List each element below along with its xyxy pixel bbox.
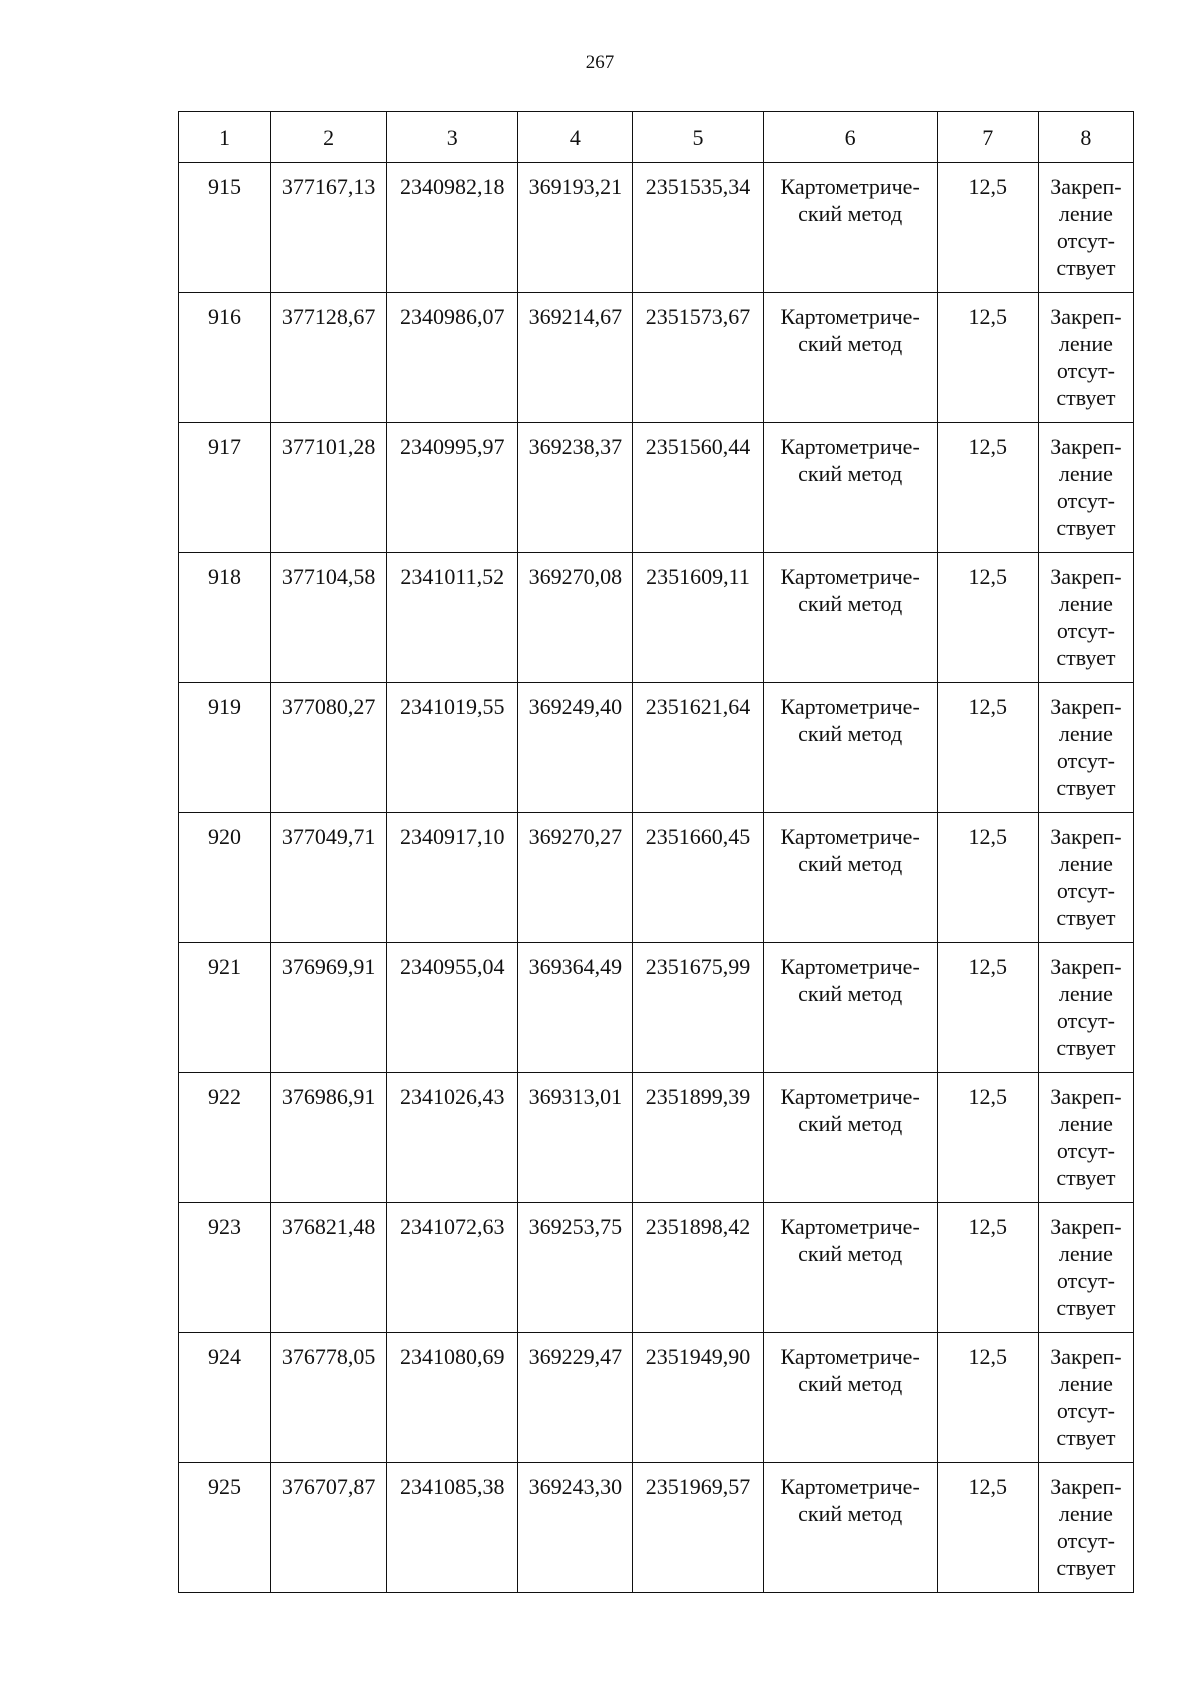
coordinate-cell: 369253,75 — [518, 1203, 633, 1333]
method-cell — [763, 1073, 937, 1203]
table-row — [179, 1333, 1134, 1463]
method-line: ский метод — [798, 331, 903, 356]
accuracy-cell: 12,5 — [937, 423, 1038, 553]
method-line: Картометриче- — [780, 954, 920, 979]
point-number-cell: 919 — [179, 683, 271, 813]
fixation-line: отсут- — [1056, 358, 1115, 383]
method-line: ский метод — [798, 851, 903, 876]
fixation-line: отсут- — [1056, 748, 1115, 773]
fixation-line: ление — [1058, 1371, 1113, 1396]
coordinate-cell: 2351949,90 — [633, 1333, 763, 1463]
point-number-cell: 923 — [179, 1203, 271, 1333]
method-line: Картометриче- — [780, 174, 920, 199]
method-cell — [763, 683, 937, 813]
fixation-line: ление — [1058, 591, 1113, 616]
fixation-line: ление — [1058, 1111, 1113, 1136]
column-header: 3 — [387, 112, 518, 163]
coordinate-cell: 2351535,34 — [633, 163, 763, 293]
coordinate-cell: 2341085,38 — [387, 1463, 518, 1593]
coordinate-cell: 2351898,42 — [633, 1203, 763, 1333]
coordinate-cell: 369270,27 — [518, 813, 633, 943]
method-cell — [763, 293, 937, 423]
fixation-line: ление — [1058, 721, 1113, 746]
fixation-cell — [1038, 683, 1133, 813]
coordinate-cell: 2351899,39 — [633, 1073, 763, 1203]
accuracy-cell: 12,5 — [937, 813, 1038, 943]
coordinate-cell: 377101,28 — [271, 423, 387, 553]
fixation-line: Закреп- — [1050, 174, 1122, 199]
coordinate-cell: 2341019,55 — [387, 683, 518, 813]
accuracy-cell: 12,5 — [937, 163, 1038, 293]
coordinate-cell: 376969,91 — [271, 943, 387, 1073]
fixation-line: ление — [1058, 1241, 1113, 1266]
page-number: 267 — [585, 52, 615, 73]
fixation-line: отсут- — [1056, 1528, 1115, 1553]
table-row — [179, 1073, 1134, 1203]
table-row — [179, 423, 1134, 553]
method-line: Картометриче- — [780, 304, 920, 329]
table-row — [179, 163, 1134, 293]
accuracy-cell: 12,5 — [937, 1333, 1038, 1463]
method-line: Картометриче- — [780, 1084, 920, 1109]
coordinate-cell: 2351560,44 — [633, 423, 763, 553]
method-line: ский метод — [798, 461, 903, 486]
fixation-line: Закреп- — [1050, 1214, 1122, 1239]
coordinate-cell: 2341026,43 — [387, 1073, 518, 1203]
fixation-line: ление — [1058, 1501, 1113, 1526]
coordinate-cell: 2340955,04 — [387, 943, 518, 1073]
coordinate-cell: 377080,27 — [271, 683, 387, 813]
point-number-cell: 918 — [179, 553, 271, 683]
method-line: ский метод — [798, 1111, 903, 1136]
coordinate-cell: 377049,71 — [271, 813, 387, 943]
fixation-line: Закреп- — [1050, 694, 1122, 719]
fixation-line: отсут- — [1056, 1268, 1115, 1293]
fixation-line: ствует — [1056, 385, 1116, 410]
accuracy-cell: 12,5 — [937, 943, 1038, 1073]
coordinate-cell: 2351573,67 — [633, 293, 763, 423]
coordinate-cell: 369229,47 — [518, 1333, 633, 1463]
fixation-cell — [1038, 1463, 1133, 1593]
method-line: ский метод — [798, 591, 903, 616]
fixation-line: ствует — [1056, 775, 1116, 800]
accuracy-cell: 12,5 — [937, 293, 1038, 423]
method-line: Картометриче- — [780, 694, 920, 719]
table-row — [179, 1203, 1134, 1333]
fixation-line: ствует — [1056, 1035, 1116, 1060]
coordinate-cell: 2341072,63 — [387, 1203, 518, 1333]
method-line: ский метод — [798, 1371, 903, 1396]
fixation-line: отсут- — [1056, 488, 1115, 513]
column-header: 7 — [937, 112, 1038, 163]
table-row — [179, 553, 1134, 683]
column-header: 2 — [271, 112, 387, 163]
fixation-line: Закреп- — [1050, 954, 1122, 979]
fixation-line: Закреп- — [1050, 1474, 1122, 1499]
coordinate-cell: 2351621,64 — [633, 683, 763, 813]
fixation-line: Закреп- — [1050, 824, 1122, 849]
coordinate-cell: 369193,21 — [518, 163, 633, 293]
coordinate-cell: 2340917,10 — [387, 813, 518, 943]
fixation-line: отсут- — [1056, 1398, 1115, 1423]
method-line: Картометриче- — [780, 564, 920, 589]
method-cell — [763, 1463, 937, 1593]
accuracy-cell: 12,5 — [937, 1203, 1038, 1333]
method-line: ский метод — [798, 981, 903, 1006]
fixation-line: Закреп- — [1050, 564, 1122, 589]
fixation-cell — [1038, 293, 1133, 423]
point-number-cell: 920 — [179, 813, 271, 943]
column-header: 5 — [633, 112, 763, 163]
fixation-line: отсут- — [1056, 1138, 1115, 1163]
table-row — [179, 943, 1134, 1073]
fixation-cell — [1038, 813, 1133, 943]
fixation-line: ствует — [1056, 515, 1116, 540]
accuracy-cell: 12,5 — [937, 553, 1038, 683]
fixation-cell — [1038, 943, 1133, 1073]
fixation-line: отсут- — [1056, 878, 1115, 903]
method-line: Картометриче- — [780, 1344, 920, 1369]
coordinate-cell: 2351969,57 — [633, 1463, 763, 1593]
table-row — [179, 293, 1134, 423]
column-header: 1 — [179, 112, 271, 163]
method-line: ский метод — [798, 721, 903, 746]
fixation-line: ление — [1058, 331, 1113, 356]
point-number-cell: 915 — [179, 163, 271, 293]
point-number-cell: 921 — [179, 943, 271, 1073]
table-row — [179, 813, 1134, 943]
coordinate-cell: 369238,37 — [518, 423, 633, 553]
method-cell — [763, 553, 937, 683]
coordinate-cell: 377104,58 — [271, 553, 387, 683]
fixation-line: Закреп- — [1050, 1084, 1122, 1109]
fixation-cell — [1038, 1203, 1133, 1333]
coordinate-cell: 369313,01 — [518, 1073, 633, 1203]
method-cell — [763, 943, 937, 1073]
point-number-cell: 924 — [179, 1333, 271, 1463]
fixation-line: ствует — [1056, 645, 1116, 670]
method-line: Картометриче- — [780, 1214, 920, 1239]
method-line: ский метод — [798, 201, 903, 226]
fixation-line: отсут- — [1056, 228, 1115, 253]
coordinate-cell: 2341080,69 — [387, 1333, 518, 1463]
method-cell — [763, 423, 937, 553]
coordinate-cell: 2351675,99 — [633, 943, 763, 1073]
coordinate-cell: 369270,08 — [518, 553, 633, 683]
fixation-line: Закреп- — [1050, 304, 1122, 329]
coordinate-cell: 369249,40 — [518, 683, 633, 813]
coordinate-cell: 376778,05 — [271, 1333, 387, 1463]
coordinate-cell: 376707,87 — [271, 1463, 387, 1593]
fixation-cell — [1038, 423, 1133, 553]
fixation-line: ление — [1058, 981, 1113, 1006]
fixation-line: ление — [1058, 851, 1113, 876]
method-line: ский метод — [798, 1241, 903, 1266]
fixation-line: Закреп- — [1050, 1344, 1122, 1369]
method-cell — [763, 1333, 937, 1463]
point-number-cell: 922 — [179, 1073, 271, 1203]
coordinate-cell: 369214,67 — [518, 293, 633, 423]
header-row — [179, 112, 1134, 163]
fixation-line: ствует — [1056, 905, 1116, 930]
method-line: ский метод — [798, 1501, 903, 1526]
column-header: 6 — [763, 112, 937, 163]
method-cell — [763, 813, 937, 943]
accuracy-cell: 12,5 — [937, 1073, 1038, 1203]
coordinate-cell: 377128,67 — [271, 293, 387, 423]
point-number-cell: 925 — [179, 1463, 271, 1593]
column-header: 8 — [1038, 112, 1133, 163]
coordinate-cell: 369364,49 — [518, 943, 633, 1073]
fixation-cell — [1038, 1333, 1133, 1463]
coordinate-cell: 369243,30 — [518, 1463, 633, 1593]
method-line: Картометриче- — [780, 434, 920, 459]
fixation-line: отсут- — [1056, 618, 1115, 643]
fixation-cell — [1038, 553, 1133, 683]
coordinate-cell: 2340986,07 — [387, 293, 518, 423]
table-body — [179, 163, 1134, 1593]
fixation-cell — [1038, 1073, 1133, 1203]
table-row — [179, 1463, 1134, 1593]
column-header: 4 — [518, 112, 633, 163]
fixation-line: ствует — [1056, 1555, 1116, 1580]
coordinate-cell: 2341011,52 — [387, 553, 518, 683]
method-cell — [763, 1203, 937, 1333]
method-line: Картометриче- — [780, 1474, 920, 1499]
fixation-line: ствует — [1056, 1165, 1116, 1190]
fixation-line: ствует — [1056, 255, 1116, 280]
coordinate-cell: 376821,48 — [271, 1203, 387, 1333]
point-number-cell: 916 — [179, 293, 271, 423]
fixation-line: ствует — [1056, 1295, 1116, 1320]
fixation-line: Закреп- — [1050, 434, 1122, 459]
accuracy-cell: 12,5 — [937, 683, 1038, 813]
fixation-line: ление — [1058, 461, 1113, 486]
accuracy-cell: 12,5 — [937, 1463, 1038, 1593]
fixation-line: отсут- — [1056, 1008, 1115, 1033]
coordinate-cell: 2351660,45 — [633, 813, 763, 943]
coordinate-cell: 2340995,97 — [387, 423, 518, 553]
fixation-line: ление — [1058, 201, 1113, 226]
coordinate-cell: 376986,91 — [271, 1073, 387, 1203]
table-row — [179, 683, 1134, 813]
coordinate-cell: 377167,13 — [271, 163, 387, 293]
fixation-line: ствует — [1056, 1425, 1116, 1450]
coordinate-cell: 2351609,11 — [633, 553, 763, 683]
point-number-cell: 917 — [179, 423, 271, 553]
coordinate-cell: 2340982,18 — [387, 163, 518, 293]
fixation-cell — [1038, 163, 1133, 293]
coordinates-table — [178, 111, 1134, 1593]
method-cell — [763, 163, 937, 293]
method-line: Картометриче- — [780, 824, 920, 849]
